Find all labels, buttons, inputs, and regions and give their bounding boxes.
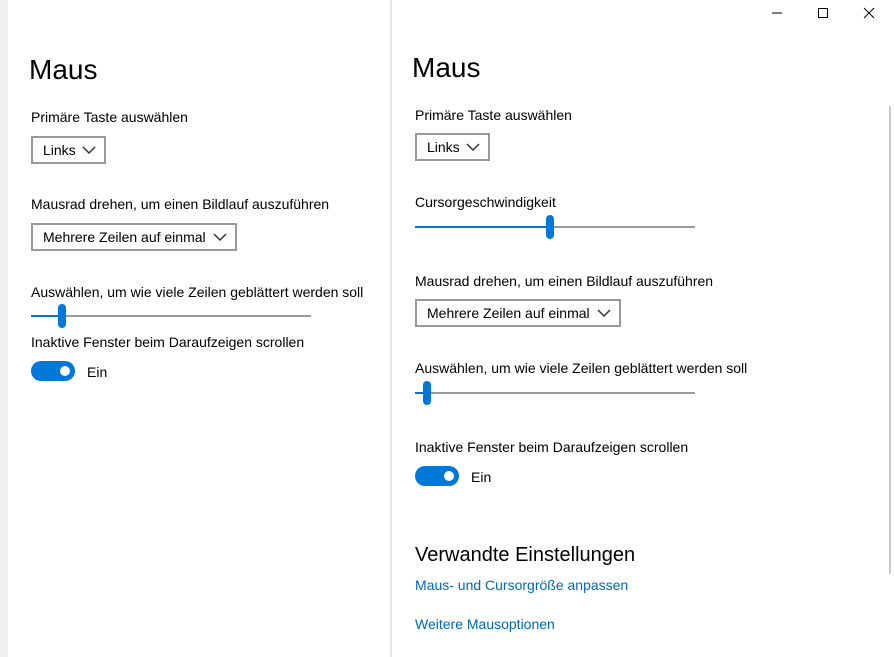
slider-track bbox=[415, 392, 695, 394]
related-settings-heading: Verwandte Einstellungen bbox=[415, 544, 636, 566]
minimize-button[interactable] bbox=[754, 0, 800, 26]
inactive-scroll-toggle[interactable] bbox=[31, 361, 75, 381]
slider-track bbox=[31, 315, 311, 317]
wheel-scroll-value: Mehrere Zeilen auf einmal bbox=[43, 229, 206, 245]
right-settings-panel bbox=[392, 0, 894, 657]
wheel-scroll-value: Mehrere Zeilen auf einmal bbox=[427, 305, 590, 321]
slider-fill bbox=[415, 226, 550, 228]
inactive-scroll-state: Ein bbox=[471, 469, 492, 485]
cursor-speed-label: Cursorgeschwindigkeit bbox=[415, 194, 556, 210]
primary-button-label: Primäre Taste auswählen bbox=[31, 109, 188, 125]
slider-thumb[interactable] bbox=[423, 381, 431, 405]
primary-button-value: Links bbox=[43, 142, 76, 158]
wheel-scroll-dropdown[interactable] bbox=[415, 299, 621, 327]
maximize-button[interactable] bbox=[800, 0, 846, 26]
inactive-scroll-toggle[interactable] bbox=[415, 466, 459, 486]
lines-to-scroll-slider[interactable] bbox=[415, 380, 695, 406]
wheel-scroll-label: Mausrad drehen, um einen Bildlauf auszuführen bbox=[415, 273, 714, 289]
more-mouse-options-link[interactable]: Weitere Mausoptionen bbox=[415, 616, 555, 632]
toggle-knob bbox=[60, 366, 70, 376]
primary-button-dropdown[interactable] bbox=[415, 133, 490, 161]
cursor-speed-slider[interactable] bbox=[415, 214, 695, 240]
maximize-icon bbox=[817, 7, 829, 19]
chevron-down-icon bbox=[82, 145, 96, 155]
scrollbar[interactable] bbox=[889, 106, 891, 574]
slider-thumb[interactable] bbox=[58, 304, 66, 328]
page-title: Maus bbox=[29, 54, 98, 85]
toggle-knob bbox=[444, 471, 454, 481]
primary-button-label: Primäre Taste auswählen bbox=[415, 107, 572, 123]
primary-button-value: Links bbox=[427, 139, 460, 155]
minimize-icon bbox=[771, 7, 783, 19]
lines-to-scroll-label: Auswählen, um wie viele Zeilen geblättert werden soll bbox=[415, 360, 748, 376]
page-title: Maus bbox=[412, 52, 481, 83]
primary-button-dropdown[interactable] bbox=[31, 136, 106, 164]
wheel-scroll-label: Mausrad drehen, um einen Bildlauf auszuführen bbox=[31, 196, 330, 212]
inactive-scroll-label: Inaktive Fenster beim Daraufzeigen scrollen bbox=[31, 334, 305, 350]
chevron-down-icon bbox=[597, 308, 611, 318]
wheel-scroll-dropdown[interactable] bbox=[31, 223, 237, 251]
left-settings-panel bbox=[8, 0, 390, 657]
close-icon bbox=[863, 7, 875, 19]
close-button[interactable] bbox=[846, 0, 892, 26]
inactive-scroll-label: Inaktive Fenster beim Daraufzeigen scrollen bbox=[415, 439, 689, 455]
lines-to-scroll-slider[interactable] bbox=[31, 303, 311, 329]
cursor-size-link[interactable]: Maus- und Cursorgröße anpassen bbox=[415, 577, 629, 593]
lines-to-scroll-label: Auswählen, um wie viele Zeilen geblättert werden soll bbox=[31, 284, 364, 300]
chevron-down-icon bbox=[213, 232, 227, 242]
chevron-down-icon bbox=[466, 142, 480, 152]
slider-thumb[interactable] bbox=[546, 215, 554, 239]
inactive-scroll-state: Ein bbox=[87, 364, 108, 380]
